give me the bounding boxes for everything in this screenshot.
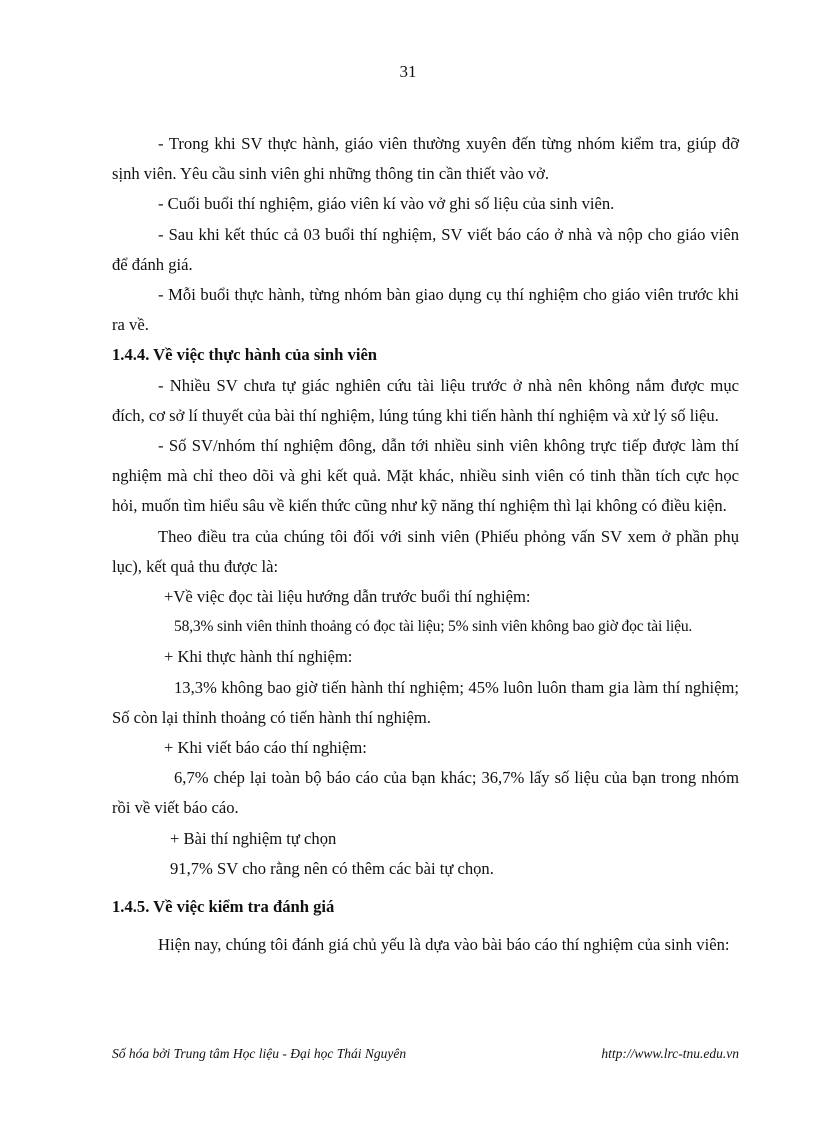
bullet-report-writing: + Khi viết báo cáo thí nghiệm: — [164, 738, 367, 758]
bullet-practice: + Khi thực hành thí nghiệm: — [164, 647, 353, 667]
section-heading-1-4-4: 1.4.4. Về việc thực hành của sinh viên — [112, 345, 378, 365]
bullet-practice-detail: 13,3% không bao giờ tiến hành thí nghiệm; 45% luôn luôn tham gia làm thí nghiệm; Số còn lại thỉnh thoảng có tiến hành thí nghiệm. — [112, 677, 739, 727]
bullet-elective-lab: + Bài thí nghiệm tự chọn — [170, 828, 337, 848]
page-number: 31 — [399, 62, 417, 81]
bullet-reading-docs-detail: 58,3% sinh viên thỉnh thoảng có đọc tài liệu; 5% sinh viên không bao giờ đọc tài liệu. — [174, 618, 693, 636]
page-body — [112, 129, 739, 960]
bullet-report-writing-detail: 6,7% chép lại toàn bộ báo cáo của bạn khác; 36,7% lấy số liệu của bạn trong nhóm rồi về viết báo cáo. — [112, 768, 739, 818]
page-footer — [112, 1046, 739, 1062]
paragraph-teacher-signs: - Cuối buổi thí nghiệm, giáo viên kí vào vở ghi số liệu của sinh viên. — [158, 194, 615, 214]
paragraph-self-study: - Nhiều SV chưa tự giác nghiên cứu tài liệu trước ở nhà nên không nắm được mục đích, cơ sở lí thuyết của bài thí nghiệm, lúng túng khi tiến hành thí nghiệm và xử lý số liệu. — [112, 375, 739, 425]
bullet-reading-docs: +Về việc đọc tài liệu hướng dẫn trước buổi thí nghiệm: — [164, 587, 531, 607]
paragraph-group-size: - Số SV/nhóm thí nghiệm đông, dẫn tới nhiều sinh viên không trực tiếp được làm thí nghiệm mà chỉ theo dõi và ghi kết quả. Mặt khác, nhiều sinh viên có tinh thần tích cực học hỏi, muốn tìm hiểu sâu về kiến thức cũng như kỹ năng thí nghiệm thì lại không có điều kiện. — [112, 436, 739, 516]
paragraph-survey-intro: Theo điều tra của chúng tôi đối với sinh viên (Phiếu phỏng vấn SV xem ở phần phụ lục), kết quả thu được là: — [112, 526, 739, 576]
paragraph-teacher-supervision: - Trong khi SV thực hành, giáo viên thường xuyên đến từng nhóm kiểm tra, giúp đỡ sịnh viên. Yêu cầu sinh viên ghi những thông tin cần thiết vào vở. — [112, 134, 739, 184]
footer-source: Số hóa bởi Trung tâm Học liệu - Đại học Thái Nguyên — [112, 1046, 407, 1061]
footer-url: http://www.lrc-tnu.edu.vn — [601, 1046, 739, 1061]
bullet-elective-lab-detail: 91,7% SV cho rằng nên có thêm các bài tự chọn. — [170, 858, 494, 878]
section-heading-1-4-5: 1.4.5. Về việc kiểm tra đánh giá — [112, 897, 335, 917]
paragraph-report-submission: - Sau khi kết thúc cả 03 buổi thí nghiệm, SV viết báo cáo ở nhà và nộp cho giáo viên để đánh giá. — [112, 224, 739, 274]
paragraph-equipment-handover: - Mỗi buổi thực hành, từng nhóm bàn giao dụng cụ thí nghiệm cho giáo viên trước khi ra về. — [112, 285, 739, 335]
paragraph-assessment: Hiện nay, chúng tôi đánh giá chủ yếu là dựa vào bài báo cáo thí nghiệm của sinh viên: — [158, 935, 730, 955]
